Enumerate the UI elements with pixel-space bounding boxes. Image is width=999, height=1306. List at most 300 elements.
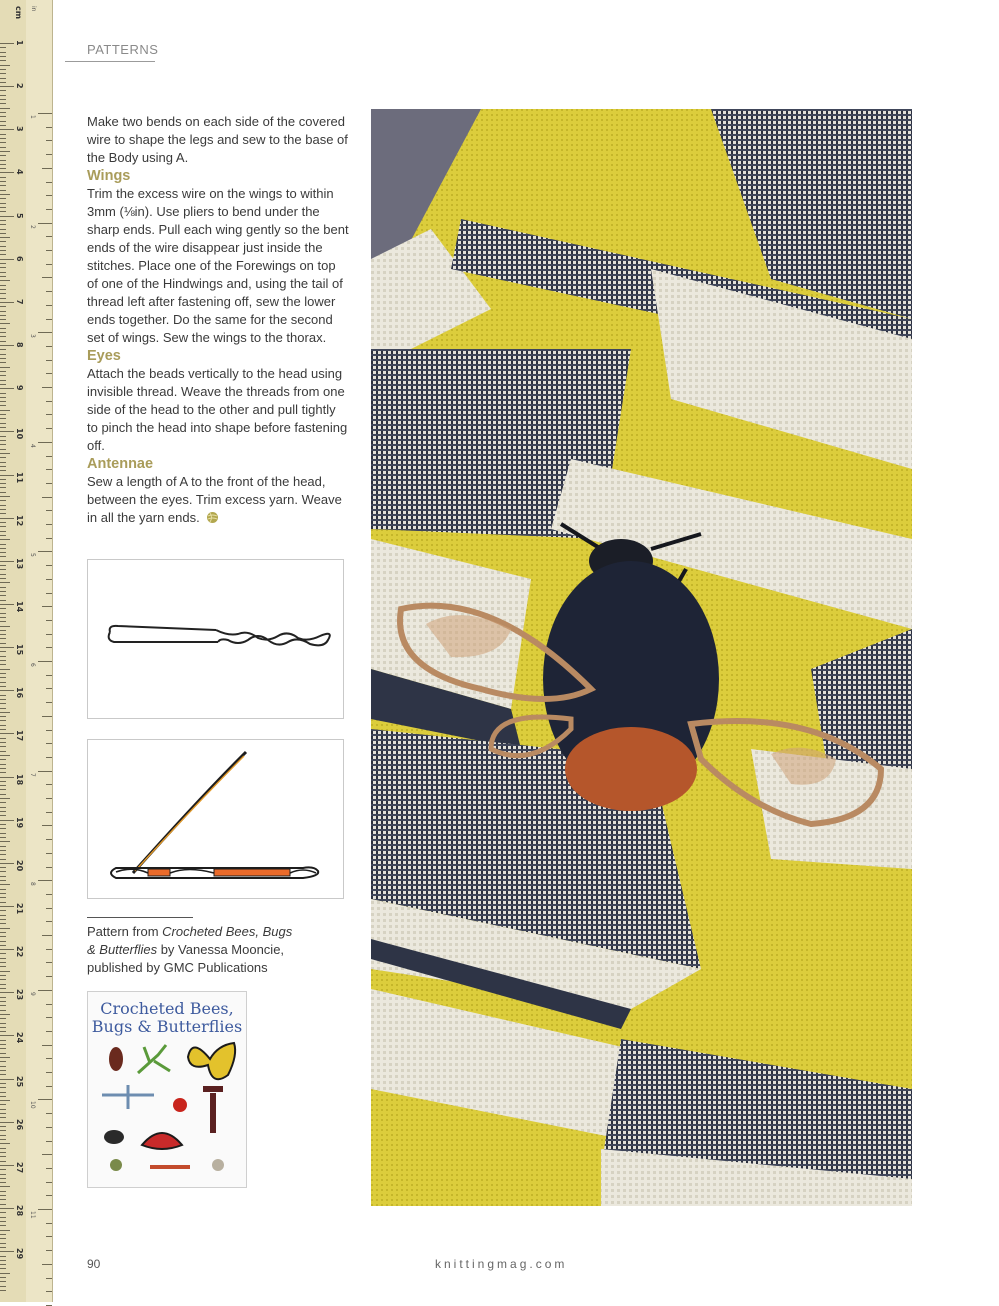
mm-tick xyxy=(0,871,6,872)
cm-tick xyxy=(0,172,14,173)
moth-icon xyxy=(142,1133,182,1149)
mm-tick xyxy=(0,60,6,61)
wire-diagram-1 xyxy=(87,559,344,719)
inch-sub-tick xyxy=(46,908,52,909)
mm-tick xyxy=(0,651,6,652)
yarn-ball-end-icon xyxy=(206,511,219,524)
mm-tick xyxy=(0,1096,6,1097)
mm-tick xyxy=(0,1195,6,1196)
mm-tick xyxy=(0,902,6,903)
mm-tick xyxy=(0,479,6,480)
mm-tick xyxy=(0,194,10,195)
mm-tick xyxy=(0,923,6,924)
cm-label: 28 xyxy=(15,1205,24,1217)
mm-tick xyxy=(0,932,6,933)
page-number: 90 xyxy=(87,1257,101,1271)
inch-sub-tick xyxy=(46,209,52,210)
mm-tick xyxy=(0,103,6,104)
inch-sub-tick xyxy=(46,127,52,128)
cm-tick xyxy=(0,302,14,303)
mm-tick xyxy=(0,492,6,493)
mm-tick xyxy=(0,1117,6,1118)
mm-tick xyxy=(0,893,6,894)
mm-tick xyxy=(0,608,6,609)
book-cover-title-line1: Crocheted Bees, xyxy=(100,999,234,1018)
mm-tick xyxy=(0,293,6,294)
mm-tick xyxy=(0,720,6,721)
inch-label: 1 xyxy=(29,115,36,119)
cm-tick xyxy=(0,129,14,130)
mm-tick xyxy=(0,1143,10,1144)
mm-tick xyxy=(0,177,6,178)
mm-tick xyxy=(0,138,6,139)
mm-tick xyxy=(0,746,6,747)
cm-tick xyxy=(0,388,14,389)
mm-tick xyxy=(0,1027,6,1028)
mm-tick xyxy=(0,1230,10,1231)
mm-tick xyxy=(0,556,6,557)
mm-tick xyxy=(0,880,6,881)
mm-tick xyxy=(0,660,6,661)
mm-tick xyxy=(0,1178,6,1179)
mm-tick xyxy=(0,207,6,208)
wire-diagram-2 xyxy=(87,739,344,899)
mantis-icon xyxy=(138,1045,170,1073)
mm-tick xyxy=(0,1182,6,1183)
mm-tick xyxy=(0,276,6,277)
mm-tick xyxy=(0,656,6,657)
mm-tick xyxy=(0,1031,6,1032)
credit-book-title-1: Crocheted Bees, Bugs xyxy=(162,924,293,939)
inch-sub-tick xyxy=(46,1250,52,1251)
mm-tick xyxy=(0,405,6,406)
antennae-paragraph xyxy=(87,473,349,527)
mm-tick xyxy=(0,1186,10,1187)
mm-tick xyxy=(0,246,6,247)
inch-unit-label: in xyxy=(30,6,37,12)
mm-tick xyxy=(0,211,6,212)
inch-sub-tick xyxy=(42,1045,52,1046)
mm-tick xyxy=(0,423,6,424)
mm-tick xyxy=(0,915,6,916)
credit-divider xyxy=(87,917,193,918)
mm-tick xyxy=(0,975,6,976)
inch-sub-tick xyxy=(42,168,52,169)
inch-label: 6 xyxy=(29,663,36,667)
wings-paragraph: Trim the excess wire on the wings to within 3mm (⅛in). Use pliers to bend under the sharp ends. Pull each wing gently so the bent ends of the wire disappear just inside the stitches. Place one of the Forewings on top of one of the Hindwings and, using the tail of thread left after fastening off, sew the lower ends together. Do the same for the second set of wings. Sew the wings to the thorax. xyxy=(87,186,349,345)
mm-tick xyxy=(0,928,10,929)
mm-tick xyxy=(0,941,6,942)
weevil-icon xyxy=(212,1159,224,1171)
cm-label: 11 xyxy=(15,471,24,483)
mm-tick xyxy=(0,181,6,182)
mm-tick xyxy=(0,90,6,91)
inch-label: 9 xyxy=(29,991,36,996)
mm-tick xyxy=(0,626,10,627)
inch-sub-tick xyxy=(46,236,52,237)
dragonfly-icon xyxy=(102,1085,154,1109)
inch-sub-tick xyxy=(46,538,52,539)
inch-sub-tick xyxy=(46,524,52,525)
inch-sub-tick xyxy=(46,1113,52,1114)
cm-label: 16 xyxy=(15,687,24,699)
mm-tick xyxy=(0,1113,6,1114)
mm-tick xyxy=(0,134,6,135)
mm-tick xyxy=(0,319,6,320)
mm-tick xyxy=(0,1023,6,1024)
mm-tick xyxy=(0,116,6,117)
inch-sub-tick xyxy=(46,798,52,799)
inch-sub-tick xyxy=(46,195,52,196)
inch-tick xyxy=(38,880,52,881)
mm-tick xyxy=(0,1130,6,1131)
book-cover-title-line2: Bugs & Butterflies xyxy=(91,1017,243,1036)
inch-tick xyxy=(38,661,52,662)
inch-sub-tick xyxy=(46,510,52,511)
mm-tick xyxy=(0,185,6,186)
mm-tick xyxy=(0,1057,10,1058)
mm-tick xyxy=(0,1148,6,1149)
inch-tick xyxy=(38,113,52,114)
cm-tick xyxy=(0,561,14,562)
mm-tick xyxy=(0,254,6,255)
inch-sub-tick xyxy=(46,688,52,689)
stag-beetle-icon xyxy=(203,1089,223,1133)
mm-tick xyxy=(0,1139,6,1140)
cm-tick xyxy=(0,86,14,87)
mm-tick xyxy=(0,1238,6,1239)
mm-tick xyxy=(0,565,6,566)
inch-sub-tick xyxy=(42,497,52,498)
inch-sub-tick xyxy=(46,634,52,635)
cm-tick xyxy=(0,604,14,605)
inch-sub-tick xyxy=(42,387,52,388)
mm-tick xyxy=(0,716,6,717)
wrapped-wire-illustration xyxy=(88,740,343,898)
inch-sub-tick xyxy=(46,140,52,141)
mm-tick xyxy=(0,95,6,96)
mm-tick xyxy=(0,160,6,161)
mm-tick xyxy=(0,669,10,670)
mm-tick xyxy=(0,811,6,812)
cm-label: 22 xyxy=(15,946,24,958)
mm-tick xyxy=(0,725,6,726)
cm-tick xyxy=(0,647,14,648)
mm-tick xyxy=(0,613,6,614)
inch-tick xyxy=(38,442,52,443)
bee-photo xyxy=(371,109,912,1206)
mm-tick xyxy=(0,233,6,234)
mm-tick xyxy=(0,850,6,851)
inch-sub-tick xyxy=(46,182,52,183)
small-bug-icon xyxy=(110,1159,122,1171)
beetle-icon xyxy=(109,1047,123,1071)
mm-tick xyxy=(0,487,6,488)
mm-tick xyxy=(0,224,6,225)
mm-tick xyxy=(0,1061,6,1062)
mm-tick xyxy=(0,1234,6,1235)
mm-tick xyxy=(0,367,10,368)
mm-tick xyxy=(0,794,6,795)
mm-tick xyxy=(0,332,6,333)
mm-tick xyxy=(0,708,6,709)
mm-tick xyxy=(0,483,6,484)
cm-tick xyxy=(0,906,14,907)
inch-tick xyxy=(38,771,52,772)
mm-tick xyxy=(0,677,6,678)
mm-tick xyxy=(0,1074,6,1075)
mm-tick xyxy=(0,410,10,411)
inch-sub-tick xyxy=(46,962,52,963)
inch-tick xyxy=(38,1099,52,1100)
mm-tick xyxy=(0,751,6,752)
mm-tick xyxy=(0,854,6,855)
mm-tick xyxy=(0,833,6,834)
cm-tick xyxy=(0,733,14,734)
inch-sub-tick xyxy=(46,428,52,429)
mm-tick xyxy=(0,440,6,441)
mm-tick xyxy=(0,1217,6,1218)
mm-tick xyxy=(0,522,6,523)
mm-tick xyxy=(0,1199,6,1200)
mm-tick xyxy=(0,272,6,273)
inch-sub-tick xyxy=(46,853,52,854)
inch-sub-tick xyxy=(46,1017,52,1018)
section-divider xyxy=(65,61,155,62)
mm-tick xyxy=(0,1044,6,1045)
inch-tick xyxy=(38,332,52,333)
mm-tick xyxy=(0,578,6,579)
inch-sub-tick xyxy=(46,784,52,785)
mm-tick xyxy=(0,638,6,639)
mm-tick xyxy=(0,220,6,221)
mm-tick xyxy=(0,867,6,868)
mm-tick xyxy=(0,306,6,307)
mm-tick xyxy=(0,1225,6,1226)
inch-sub-tick xyxy=(46,1072,52,1073)
cm-label: 29 xyxy=(15,1248,24,1260)
inch-sub-tick xyxy=(46,291,52,292)
inch-label: 7 xyxy=(29,772,36,777)
inch-sub-tick xyxy=(46,456,52,457)
mm-tick xyxy=(0,535,6,536)
mm-tick xyxy=(0,1273,10,1274)
mm-tick xyxy=(0,358,6,359)
mm-tick xyxy=(0,1053,6,1054)
inch-sub-tick xyxy=(46,250,52,251)
inch-sub-tick xyxy=(46,867,52,868)
cm-tick xyxy=(0,777,14,778)
inch-tick xyxy=(38,1209,52,1210)
inch-sub-tick xyxy=(46,839,52,840)
mm-tick xyxy=(0,755,10,756)
mm-tick xyxy=(0,155,6,156)
mm-tick xyxy=(0,1161,6,1162)
cm-tick xyxy=(0,216,14,217)
mm-tick xyxy=(0,47,6,48)
inch-label: 5 xyxy=(29,553,36,558)
mm-tick xyxy=(0,1286,6,1287)
mm-tick xyxy=(0,1087,6,1088)
heading-antennae: Antennae xyxy=(87,456,154,472)
mm-tick xyxy=(0,466,6,467)
mm-tick xyxy=(0,897,6,898)
mm-tick xyxy=(0,1001,6,1002)
mm-tick xyxy=(0,1156,6,1157)
bee-on-woven-blanket xyxy=(371,109,912,1206)
mm-tick xyxy=(0,371,6,372)
mm-tick xyxy=(0,65,10,66)
mm-tick xyxy=(0,634,6,635)
inch-sub-tick xyxy=(46,1236,52,1237)
mm-tick xyxy=(0,824,6,825)
inch-sub-tick xyxy=(46,579,52,580)
inch-sub-tick xyxy=(46,1031,52,1032)
mm-tick xyxy=(0,569,6,570)
inch-sub-tick xyxy=(46,1182,52,1183)
credit-prefix: Pattern from xyxy=(87,924,163,939)
mm-tick xyxy=(0,591,6,592)
mm-tick xyxy=(0,807,6,808)
cm-label: 9 xyxy=(15,385,24,391)
mm-tick xyxy=(0,526,6,527)
cm-tick xyxy=(0,992,14,993)
cm-label: 10 xyxy=(15,428,24,440)
mm-tick xyxy=(0,1126,6,1127)
cm-label: 21 xyxy=(15,903,24,915)
mm-tick xyxy=(0,444,6,445)
cm-tick xyxy=(0,1122,14,1123)
cm-label: 19 xyxy=(15,816,24,828)
mm-tick xyxy=(0,712,10,713)
mm-tick xyxy=(0,703,6,704)
mm-tick xyxy=(0,781,6,782)
cm-tick xyxy=(0,43,14,44)
cm-label: 7 xyxy=(15,298,24,305)
inch-sub-tick xyxy=(46,1004,52,1005)
inch-sub-tick xyxy=(46,949,52,950)
inch-sub-tick xyxy=(46,469,52,470)
mm-tick xyxy=(0,354,6,355)
cm-tick xyxy=(0,820,14,821)
mm-tick xyxy=(0,151,10,152)
mm-tick xyxy=(0,393,6,394)
inch-sub-tick xyxy=(46,757,52,758)
heading-wings: Wings xyxy=(87,168,131,184)
mm-tick xyxy=(0,198,6,199)
cm-tick xyxy=(0,345,14,346)
mm-tick xyxy=(0,531,6,532)
mm-tick xyxy=(0,841,10,842)
mm-tick xyxy=(0,78,6,79)
eyes-paragraph: Attach the beads vertically to the head using invisible thread. Weave the threads from one side of the head to the other and pull tightly to pinch the head into shape before fastening off. xyxy=(87,366,348,453)
credit-book-title-2: & Butterflies xyxy=(87,942,158,957)
inch-label: 4 xyxy=(29,443,36,448)
mm-tick xyxy=(0,229,6,230)
section-label: PATTERNS xyxy=(87,42,159,57)
mm-tick xyxy=(0,910,6,911)
footer-url: knittingmag.com xyxy=(435,1257,568,1271)
mm-tick xyxy=(0,52,6,53)
mm-tick xyxy=(0,846,6,847)
mm-tick xyxy=(0,190,6,191)
inch-sub-tick xyxy=(42,935,52,936)
inch-sub-tick xyxy=(46,264,52,265)
inch-sub-tick xyxy=(46,483,52,484)
cm-label: 20 xyxy=(15,859,24,871)
cm-tick xyxy=(0,1035,14,1036)
mm-tick xyxy=(0,582,10,583)
mm-tick xyxy=(0,509,6,510)
page-ruler xyxy=(0,0,53,1302)
inch-tick xyxy=(38,990,52,991)
mm-tick xyxy=(0,630,6,631)
inch-sub-tick xyxy=(46,702,52,703)
inch-label: 8 xyxy=(29,882,36,887)
inch-sub-tick xyxy=(42,277,52,278)
mm-tick xyxy=(0,595,6,596)
inch-sub-tick xyxy=(46,1278,52,1279)
mm-tick xyxy=(0,764,6,765)
mm-tick xyxy=(0,1281,6,1282)
inch-label: 3 xyxy=(29,334,36,339)
mm-tick xyxy=(0,1109,6,1110)
mm-tick xyxy=(0,682,6,683)
mm-tick xyxy=(0,285,6,286)
mm-tick xyxy=(0,738,6,739)
cm-label: 8 xyxy=(15,342,24,348)
cm-tick xyxy=(0,1079,14,1080)
mm-tick xyxy=(0,1264,6,1265)
mm-tick xyxy=(0,289,6,290)
mm-tick xyxy=(0,1204,6,1205)
mm-tick xyxy=(0,241,6,242)
inch-sub-tick xyxy=(46,305,52,306)
inch-sub-tick xyxy=(46,1291,52,1292)
book-cover-insects xyxy=(88,1037,246,1187)
mm-tick xyxy=(0,280,10,281)
mm-tick xyxy=(0,1247,6,1248)
inch-sub-tick xyxy=(46,976,52,977)
inch-sub-tick xyxy=(46,620,52,621)
mm-tick xyxy=(0,397,6,398)
mm-tick xyxy=(0,1104,6,1105)
mm-tick xyxy=(0,1260,6,1261)
inch-sub-tick xyxy=(46,154,52,155)
mm-tick xyxy=(0,664,6,665)
mm-tick xyxy=(0,574,6,575)
mm-tick xyxy=(0,1174,6,1175)
credit-author: by Vanessa Mooncie, xyxy=(157,942,285,957)
mm-tick xyxy=(0,837,6,838)
mm-tick xyxy=(0,69,6,70)
mm-tick xyxy=(0,953,6,954)
mm-tick xyxy=(0,1277,6,1278)
mm-tick xyxy=(0,979,6,980)
mm-tick xyxy=(0,988,6,989)
mm-tick xyxy=(0,82,6,83)
mm-tick xyxy=(0,203,6,204)
inch-sub-tick xyxy=(46,319,52,320)
mm-tick xyxy=(0,1066,6,1067)
mm-tick xyxy=(0,336,6,337)
mm-tick xyxy=(0,121,6,122)
mm-tick xyxy=(0,1290,6,1291)
pattern-instructions xyxy=(87,113,349,527)
book-cover-title xyxy=(88,1000,246,1036)
intro-paragraph: Make two bends on each side of the covered wire to shape the legs and sew to the base of the Body using A. xyxy=(87,114,348,165)
mm-tick xyxy=(0,1083,6,1084)
